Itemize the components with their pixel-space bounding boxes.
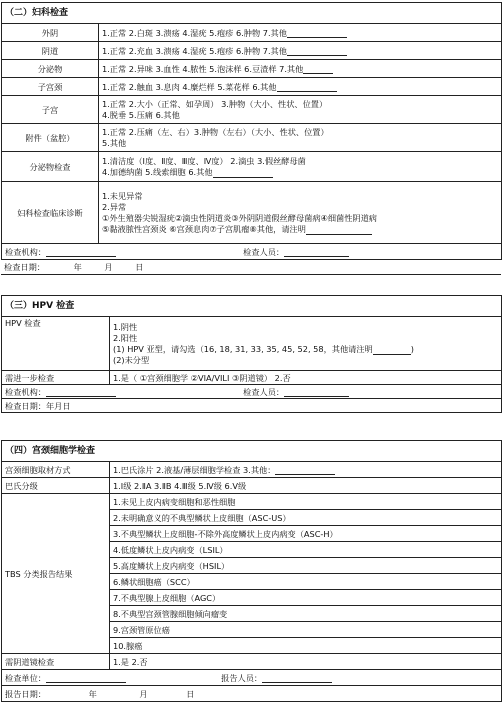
vulva-label: 外阴 — [2, 24, 99, 42]
hpv-date-row: 检查日期：年月日 — [2, 399, 502, 413]
hpv-table — [1, 295, 502, 413]
uterus-options: 1.正常 2.大小（正常、如孕周） 3.肿物（大小、性状、位置） 4.脱垂 5.压痛 6.其他 — [99, 96, 502, 124]
adnexa-options: 1.正常 2.压痛（左、右）3.肿物（左右）（大小、性状、位置） 5.其他 — [99, 124, 502, 152]
gyn-title: （二）妇科检查 — [2, 3, 502, 24]
gyn-signature-row: 检查机构： 检查人员： — [2, 244, 502, 260]
diagnosis-options: 1.未见异常 2.异常 ①外生殖器尖锐湿疣②滴虫性阴道炎③外阴阴道假丝酵母菌病④细菌性阴道病 ⑤黏液脓性宫颈炎 ⑥宫颈息肉⑦子宫肌瘤⑧其他，请注明 — [99, 182, 502, 244]
hpv-signature-row: 检查机构： 检查人员： — [2, 385, 502, 399]
uterus-label: 子宫 — [2, 96, 99, 124]
tbs-item: 1.未见上皮内病变细胞和恶性细胞 — [110, 494, 502, 510]
vagina-options: 1.正常 2.充血 3.溃疡 4.湿疣 5.疱疹 6.肿物 7.其他 — [99, 42, 502, 60]
tbs-item: 4.低度鳞状上皮内病变（LSIL） — [110, 542, 502, 558]
hpv-section — [1, 295, 501, 413]
colposcopy-label: 需阴道镜检查 — [2, 654, 110, 670]
further-exam-options: 1.是（ ①宫颈细胞学 ②VIA/VILI ③阴道镜） 2.否 — [110, 371, 502, 385]
tbs-item: 3.不典型鳞状上皮细胞-不除外高度鳞状上皮内病变（ASC-H） — [110, 526, 502, 542]
colposcopy-options: 1.是 2.否 — [110, 654, 502, 670]
cyto-date-row: 报告日期： 年 月 日 — [2, 686, 502, 702]
vagina-label: 阴道 — [2, 42, 99, 60]
secretion-options: 1.正常 2.异味 3.血性 4.脓性 5.泡沫样 6.豆渣样 7.其他 — [99, 60, 502, 78]
sampling-method-label: 宫颈细胞取材方式 — [2, 462, 110, 478]
diagnosis-label: 妇科检查临床诊断 — [2, 182, 99, 244]
cyto-signature-row: 检查单位： 报告人员： — [2, 670, 502, 686]
gyn-table — [1, 2, 502, 260]
tbs-item: 8.不典型宫颈管腺细胞倾向瘤变 — [110, 606, 502, 622]
tbs-item: 7.不典型腺上皮细胞（AGC） — [110, 590, 502, 606]
further-exam-label: 需进一步检查 — [2, 371, 110, 385]
gyn-section — [1, 2, 501, 275]
tbs-item: 10.腺癌 — [110, 638, 502, 654]
cervix-options: 1.正常 2.触血 3.息肉 4.糜烂样 5.菜花样 6.其他 — [99, 78, 502, 96]
tbs-item: 5.高度鳞状上皮内病变（HSIL） — [110, 558, 502, 574]
vulva-options: 1.正常 2.白斑 3.溃疡 4.湿疣 5.疱疹 6.肿物 7.其他 — [99, 24, 502, 42]
hpv-title: （三）HPV 检查 — [2, 296, 502, 317]
tbs-item: 2.未明确意义的不典型鳞状上皮细胞（ASC-US） — [110, 510, 502, 526]
cervix-label: 子宫颈 — [2, 78, 99, 96]
pap-grade-options: 1.Ⅰ级 2.ⅡA 3.ⅡB 4.Ⅲ级 5.Ⅳ级 6.Ⅴ级 — [110, 478, 502, 494]
pap-grade-label: 巴氏分级 — [2, 478, 110, 494]
secretion-label: 分泌物 — [2, 60, 99, 78]
tbs-item: 9.宫颈管原位癌 — [110, 622, 502, 638]
cyto-table — [1, 440, 502, 702]
secretion-exam-options: 1.清洁度（Ⅰ度、Ⅱ度、Ⅲ度、Ⅳ度） 2.滴虫 3.假丝酵母菌 4.加德纳菌 5.线索细胞 6.其他 — [99, 152, 502, 182]
sampling-method-options: 1.巴氏涂片 2.液基/薄层细胞学检查 3.其他： — [110, 462, 502, 478]
hpv-label: HPV 检查 — [2, 317, 110, 371]
tbs-item: 6.鳞状细胞癌（SCC） — [110, 574, 502, 590]
gyn-date-row: 检查日期： 年 月 日 — [1, 260, 501, 275]
hpv-options: 1.阴性 2.阳性 (1) HPV 亚型，请勾选（16, 18, 31, 33, 35, 45, 52, 58，其他请注明 ) (2)未分型 — [110, 317, 502, 371]
adnexa-label: 附件（盆腔） — [2, 124, 99, 152]
cyto-section — [1, 440, 501, 702]
cyto-title: （四）宫颈细胞学检查 — [2, 441, 502, 462]
tbs-label: TBS 分类报告结果 — [2, 494, 110, 654]
secretion-exam-label: 分泌物检查 — [2, 152, 99, 182]
